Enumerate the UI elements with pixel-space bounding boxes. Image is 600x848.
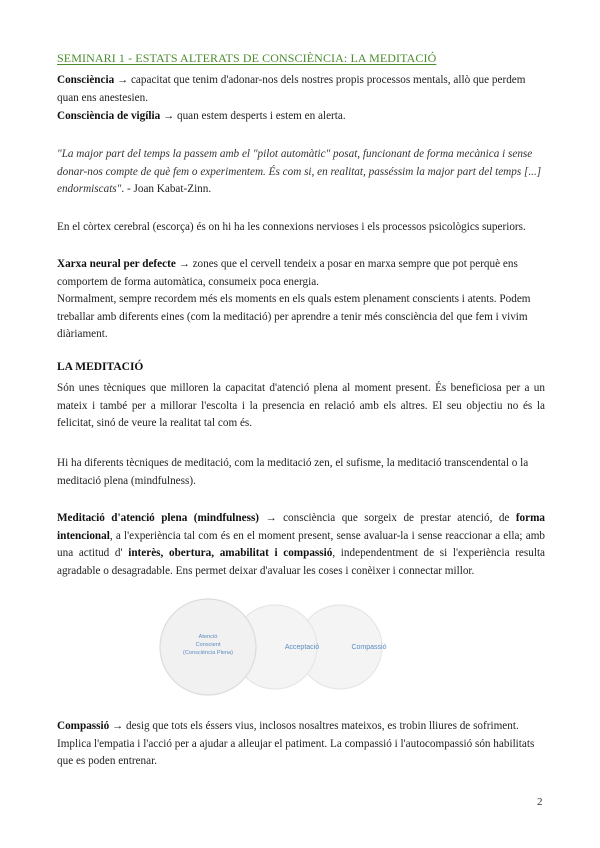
quote-paragraph [57,146,545,199]
diagram-label-atencio-2: Conscient [195,642,221,648]
definition-mindfulness: Meditació d'atenció plena (mindfulness) → consciència que sorgeix de prestar atenció, de forma intencional, a l'experiència tal com és en el moment present, sense avaluar-la i sense reaccionar a ella; amb una actitud d' interès, obertura, amabilitat i compassió, independentment de si l'experiència resulta agradable o desagradable. Ens permet deixar d'avaluar les coses i conèixer i connectar millor. [57,512,546,577]
quote-author: . - Joan Kabat-Zinn. [121,183,212,195]
diagram-label-compassio: Compassió [351,644,387,651]
paragraph-tecniques: Hi ha diferents tècniques de meditació, com la meditació zen, el sufisme, la meditació transcendental o la meditació plena (mindfulness). [57,457,529,487]
term-compassio: Compassió [57,720,110,732]
paragraph-meditacio-intro: Són unes tècniques que milloren la capacitat d'atenció plena al moment present. És beneficiosa per a un mateix i també per a millorar l'escolta i la presencia en relació amb els altres. El seu objectiu no és la felicitat, sinó de veure la realitat tal com és. [57,382,545,429]
paragraph-cortex: En el còrtex cerebral (escorça) és on hi ha les connexions nervioses i els processos psicològics superiors. [57,221,526,233]
term-consciencia: Consciència [57,74,115,86]
definition-compassio: Compassió → desig que tots els éssers vius, inclosos nosaltres mateixos, es trobin lliures de sofriment. Implica l'empatia i l'acció per a ajudar a alleujar el patiment. La compassió i l'autocompassió són habilitats que es poden entrenar. [57,720,535,767]
definition-consciencia-vigilia: Consciència de vigília → quan estem desperts i estem en alerta. [57,110,346,122]
term-xarxa-neural: Xarxa neural per defecte [57,258,176,270]
mindfulness-diagram [150,597,450,697]
term-mindfulness: Meditació d'atenció plena (mindfulness) [57,512,260,524]
diagram-label-acceptacio: Acceptació [284,644,320,651]
term-consciencia-vigilia: Consciència de vigília [57,110,161,122]
paragraph-normalment: Normalment, sempre recordem més els moments en els quals estem plenament conscients i atents. Podem treballar amb diferents eines (com la meditació) per aprendre a tenir més consciència del que fem i vivim diàriament. [57,293,531,340]
definition-text: desig que tots els éssers vius, inclosos nosaltres mateixos, es trobin lliures de sofriment. Implica l'empatia i l'acció per a ajudar a alleujar el patiment. La compassió i l'autocompassió són habilitats que es poden entrenar. [57,720,535,767]
definition-text: quan estem desperts i estem en alerta. [176,110,346,122]
diagram-label-atencio-1: Atenció [198,634,218,640]
definition-consciencia: Consciència → capacitat que tenim d'adonar-nos dels nostres propis processos mentals, allò que perdem quan ens anestesien. [57,74,526,104]
section-heading-meditacio: LA MEDITACIÓ [57,361,144,373]
page-number: 2 [537,796,543,808]
definition-text: capacitat que tenim d'adonar-nos dels nostres propis processos mentals, allò que perdem quan ens anestesien. [57,74,526,104]
definition-xarxa-neural: Xarxa neural per defecte → zones que el cervell tendeix a posar en marxa sempre que pot perquè ens comportem de forma automàtica, consumeix poca energia. [57,258,518,288]
definition-text: zones que el cervell tendeix a posar en marxa sempre que pot perquè ens comportem de forma automàtica, consumeix poca energia. [57,258,518,288]
diagram-label-atencio-3: (Consciència Plena) [182,650,234,656]
document-title: SEMINARI 1 - ESTATS ALTERATS DE CONSCIÈNCIA: LA MEDITACIÓ [57,51,437,65]
quote-text: "La major part del temps la passem amb el "pilot automàtic" posat, funcionant de forma mecànica i sense donar-nos compte de què fem o experimentem. És com si, en realitat, passéssim la major part del temps [...] endormiscats" [57,148,542,195]
